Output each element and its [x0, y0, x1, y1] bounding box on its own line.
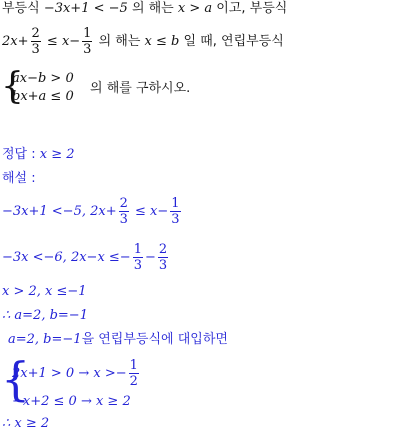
fraction-denominator: 3 — [171, 212, 180, 227]
fraction — [133, 242, 143, 273]
math-inequality: −3x+1 < −5 — [43, 1, 128, 16]
system-brace: { — [1, 352, 31, 406]
math-expression: 2x+ — [2, 34, 29, 49]
system-brace: { — [1, 66, 24, 107]
solution-step-2 — [2, 242, 170, 273]
solution-step-3: x > 2, x ≤−1 — [2, 284, 87, 299]
system2-line-2: −x+2 ≤ 0 → x ≥ 2 — [12, 394, 131, 409]
problem-line-1 — [2, 0, 287, 18]
system2-line-1 — [12, 358, 141, 389]
fraction — [119, 196, 129, 227]
fraction-denominator: 3 — [31, 42, 40, 57]
fraction-denominator: 3 — [158, 258, 168, 273]
math-expression: − — [144, 250, 156, 265]
problem-line-3: 의 해를 구하시오. — [90, 81, 191, 96]
fraction-numerator: 1 — [171, 196, 180, 211]
problem-text: 의 해는 — [131, 1, 178, 16]
math-expression: −3x+1 <−5, 2x+ — [2, 204, 117, 219]
answer-line — [2, 146, 75, 164]
problem-text: 일 때, 연립부등식 — [183, 34, 284, 49]
math-solution-b: x ≤ b — [144, 34, 180, 49]
fraction — [129, 358, 139, 389]
fraction — [31, 26, 41, 57]
fraction — [170, 196, 180, 227]
fraction-numerator: 2 — [31, 26, 40, 41]
problem-text: 이고, 부등식 — [216, 1, 288, 16]
math-values: a=2, b=−1 — [8, 332, 82, 347]
fraction-denominator: 3 — [83, 42, 92, 57]
explanation-label: 해설 : — [2, 171, 36, 186]
solution-step-5 — [8, 331, 228, 349]
problem-text: 부등식 — [2, 1, 44, 16]
fraction-numerator: 1 — [129, 358, 138, 373]
problem-line-2 — [2, 26, 284, 57]
fraction-denominator: 2 — [129, 374, 138, 389]
answer-value: x ≥ 2 — [39, 147, 75, 162]
final-answer: ∴ x ≥ 2 — [2, 416, 50, 431]
answer-label: 정답 : — [2, 147, 36, 162]
fraction-numerator: 1 — [133, 242, 142, 257]
system-line-2: bx+a ≤ 0 — [12, 89, 74, 104]
math-expression: −3x <−6, 2x−x ≤− — [2, 250, 131, 265]
fraction — [158, 242, 168, 273]
system-line-1: ax−b > 0 — [12, 71, 74, 86]
solution-text: 을 연립부등식에 대입하면 — [81, 332, 228, 347]
math-expression: ≤ x− — [135, 204, 169, 219]
solution-step-1 — [2, 196, 183, 227]
math-expression: 2x+1 > 0 → x >− — [12, 366, 127, 381]
math-expression: ≤ x− — [46, 34, 81, 49]
fraction-denominator: 3 — [119, 212, 128, 227]
math-solution-a: x > a — [177, 1, 213, 16]
fraction-numerator: 1 — [83, 26, 92, 41]
problem-text: 의 해는 — [98, 34, 145, 49]
fraction-denominator: 3 — [133, 258, 142, 273]
solution-step-4: ∴ a=2, b=−1 — [2, 308, 88, 323]
fraction — [82, 26, 92, 57]
fraction-numerator: 2 — [119, 196, 128, 211]
fraction-numerator: 2 — [158, 242, 168, 257]
